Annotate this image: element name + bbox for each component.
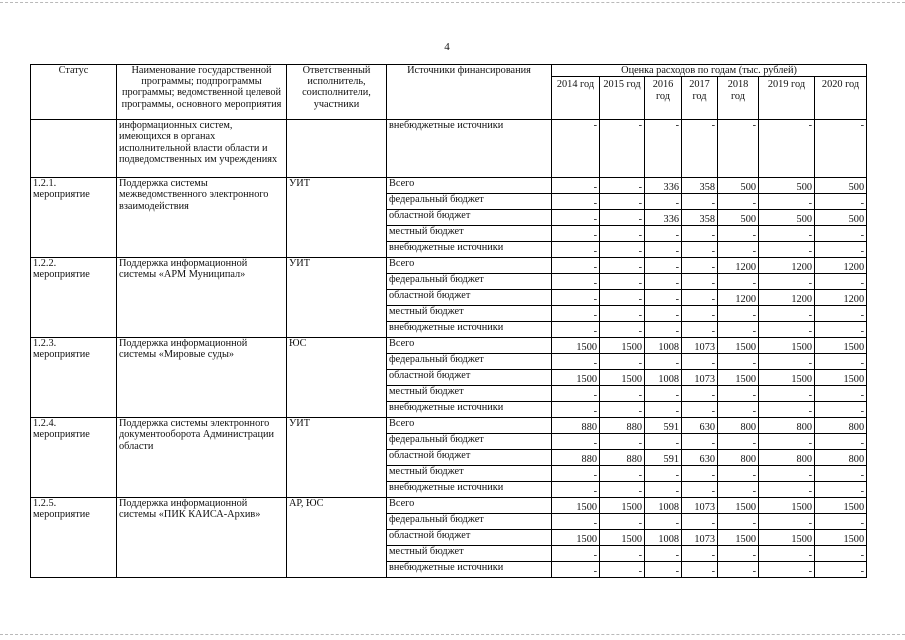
value-cell: - (600, 514, 645, 530)
value-cell: - (759, 226, 815, 242)
funding-source: федеральный бюджет (387, 514, 552, 530)
value-cell: - (682, 546, 718, 562)
value-cell: - (815, 546, 867, 562)
value-cell: - (759, 546, 815, 562)
value-cell: - (815, 466, 867, 482)
value-cell: 630 (682, 450, 718, 466)
value-cell: 1500 (718, 498, 759, 514)
value-cell: - (682, 120, 718, 178)
header-name: Наименование государственной программы; подпрограммы программы; ведомственной целевой программы, основного мероприятия (117, 65, 287, 120)
header-sources: Источники финансирования (387, 65, 552, 120)
table-row (31, 258, 867, 274)
value-cell: - (645, 290, 682, 306)
value-cell: - (759, 274, 815, 290)
value-cell: - (600, 210, 645, 226)
value-cell: - (815, 242, 867, 258)
header-year: 2019 год (759, 77, 815, 120)
value-cell: - (759, 434, 815, 450)
value-cell: - (600, 562, 645, 578)
value-cell: - (600, 194, 645, 210)
funding-source: местный бюджет (387, 386, 552, 402)
value-cell: - (718, 402, 759, 418)
value-cell: - (552, 514, 600, 530)
value-cell: - (815, 562, 867, 578)
value-cell: - (600, 386, 645, 402)
funding-source: областной бюджет (387, 530, 552, 546)
continuation-status (31, 120, 117, 178)
value-cell: - (759, 120, 815, 178)
value-cell: 1073 (682, 498, 718, 514)
value-cell: - (552, 210, 600, 226)
value-cell: 1200 (718, 258, 759, 274)
value-cell: - (815, 514, 867, 530)
value-cell: - (645, 562, 682, 578)
value-cell: - (600, 258, 645, 274)
value-cell: - (600, 322, 645, 338)
funding-source: местный бюджет (387, 546, 552, 562)
value-cell: - (552, 290, 600, 306)
value-cell: 880 (600, 418, 645, 434)
value-cell: - (759, 306, 815, 322)
value-cell: 1200 (718, 290, 759, 306)
value-cell: - (718, 354, 759, 370)
value-cell: 500 (759, 178, 815, 194)
activity-name: Поддержка информационной системы «Мировые суды» (117, 338, 287, 418)
value-cell: 336 (645, 178, 682, 194)
value-cell: 1500 (759, 498, 815, 514)
value-cell: - (682, 306, 718, 322)
value-cell: - (645, 322, 682, 338)
value-cell: - (645, 120, 682, 178)
funding-source: внебюджетные источники (387, 322, 552, 338)
value-cell: 336 (645, 210, 682, 226)
value-cell: - (645, 306, 682, 322)
value-cell: 1500 (759, 338, 815, 354)
activity-status: 1.2.1. мероприятие (31, 178, 117, 258)
value-cell: - (645, 402, 682, 418)
value-cell: 1073 (682, 530, 718, 546)
value-cell: - (682, 402, 718, 418)
value-cell: 1500 (718, 530, 759, 546)
value-cell: - (600, 274, 645, 290)
value-cell: - (718, 274, 759, 290)
funding-source: внебюджетные источники (387, 402, 552, 418)
value-cell: - (682, 242, 718, 258)
value-cell: - (718, 322, 759, 338)
value-cell: 1008 (645, 498, 682, 514)
activity-status: 1.2.3. мероприятие (31, 338, 117, 418)
funding-source: областной бюджет (387, 370, 552, 386)
value-cell: - (552, 242, 600, 258)
value-cell: 630 (682, 418, 718, 434)
value-cell: - (718, 242, 759, 258)
value-cell: - (552, 258, 600, 274)
value-cell: - (552, 194, 600, 210)
value-cell: 1500 (815, 530, 867, 546)
value-cell: 591 (645, 418, 682, 434)
value-cell: - (552, 226, 600, 242)
activity-status: 1.2.4. мероприятие (31, 418, 117, 498)
funding-source: Всего (387, 178, 552, 194)
value-cell: - (682, 322, 718, 338)
funding-source: федеральный бюджет (387, 354, 552, 370)
funding-source: федеральный бюджет (387, 274, 552, 290)
value-cell: 1073 (682, 338, 718, 354)
value-cell: - (759, 402, 815, 418)
value-cell: 800 (759, 450, 815, 466)
value-cell: - (682, 466, 718, 482)
value-cell: - (718, 434, 759, 450)
value-cell: 500 (718, 210, 759, 226)
header-row (31, 65, 867, 77)
continuation-source: внебюджетные источники (387, 120, 552, 178)
value-cell: - (600, 306, 645, 322)
value-cell: - (682, 482, 718, 498)
value-cell: 1500 (815, 370, 867, 386)
value-cell: 500 (815, 210, 867, 226)
header-status: Статус (31, 65, 117, 120)
funding-source: Всего (387, 258, 552, 274)
activity-responsible: ЮС (287, 338, 387, 418)
value-cell: - (552, 546, 600, 562)
activity-name: Поддержка информационной системы «АРМ Муниципал» (117, 258, 287, 338)
value-cell: 880 (600, 450, 645, 466)
activity-status: 1.2.2. мероприятие (31, 258, 117, 338)
activity-responsible: УИТ (287, 418, 387, 498)
activity-responsible: УИТ (287, 258, 387, 338)
value-cell: - (815, 194, 867, 210)
value-cell: 1500 (552, 530, 600, 546)
value-cell: - (815, 306, 867, 322)
value-cell: - (759, 514, 815, 530)
value-cell: - (718, 514, 759, 530)
value-cell: - (645, 466, 682, 482)
value-cell: - (718, 194, 759, 210)
value-cell: 1500 (718, 370, 759, 386)
continuation-name: информационных систем, имеющихся в органах исполнительной власти области и подведомственных им учреждениях (117, 120, 287, 178)
activity-name: Поддержка системы межведомственного электронного взаимодействия (117, 178, 287, 258)
value-cell: 800 (815, 450, 867, 466)
value-cell: 800 (759, 418, 815, 434)
value-cell: - (682, 290, 718, 306)
value-cell: - (552, 434, 600, 450)
value-cell: 1073 (682, 370, 718, 386)
value-cell: 1008 (645, 530, 682, 546)
funding-source: внебюджетные источники (387, 242, 552, 258)
value-cell: - (815, 226, 867, 242)
continuation-responsible (287, 120, 387, 178)
funding-source: федеральный бюджет (387, 194, 552, 210)
value-cell: - (682, 354, 718, 370)
value-cell: 500 (718, 178, 759, 194)
value-cell: - (718, 466, 759, 482)
value-cell: 1500 (600, 370, 645, 386)
value-cell: - (718, 482, 759, 498)
value-cell: - (645, 434, 682, 450)
value-cell: 1500 (815, 498, 867, 514)
value-cell: - (815, 354, 867, 370)
value-cell: 500 (815, 178, 867, 194)
value-cell: - (600, 546, 645, 562)
value-cell: 591 (645, 450, 682, 466)
funding-source: областной бюджет (387, 290, 552, 306)
value-cell: 880 (552, 450, 600, 466)
value-cell: - (552, 120, 600, 178)
value-cell: - (759, 322, 815, 338)
value-cell: - (718, 120, 759, 178)
value-cell: - (815, 482, 867, 498)
activity-name: Поддержка информационной системы «ПИК КАИСА-Архив» (117, 498, 287, 578)
value-cell: - (815, 434, 867, 450)
funding-source: Всего (387, 338, 552, 354)
funding-source: Всего (387, 498, 552, 514)
value-cell: - (552, 466, 600, 482)
value-cell: - (600, 178, 645, 194)
activity-responsible: АР, ЮС (287, 498, 387, 578)
value-cell: - (552, 386, 600, 402)
page-edge-top (0, 2, 905, 3)
value-cell: 1500 (552, 370, 600, 386)
value-cell: - (682, 562, 718, 578)
value-cell: 880 (552, 418, 600, 434)
funding-source: внебюджетные источники (387, 482, 552, 498)
value-cell: - (552, 402, 600, 418)
value-cell: 1500 (600, 498, 645, 514)
value-cell: - (552, 562, 600, 578)
value-cell: 1008 (645, 338, 682, 354)
value-cell: 1200 (815, 290, 867, 306)
value-cell: 800 (815, 418, 867, 434)
value-cell: - (682, 274, 718, 290)
value-cell: - (815, 120, 867, 178)
page-number: 4 (444, 41, 450, 53)
header-responsible: Ответственный исполнитель, соисполнители, участники (287, 65, 387, 120)
funding-source: областной бюджет (387, 450, 552, 466)
funding-source: местный бюджет (387, 226, 552, 242)
value-cell: - (552, 322, 600, 338)
table-row (31, 498, 867, 514)
value-cell: 1500 (815, 338, 867, 354)
value-cell: - (759, 386, 815, 402)
activity-responsible: УИТ (287, 178, 387, 258)
funding-source: местный бюджет (387, 306, 552, 322)
value-cell: - (645, 226, 682, 242)
value-cell: - (600, 242, 645, 258)
value-cell: - (645, 258, 682, 274)
value-cell: - (600, 290, 645, 306)
value-cell: - (645, 514, 682, 530)
funding-source: внебюджетные источники (387, 562, 552, 578)
value-cell: - (718, 226, 759, 242)
value-cell: 358 (682, 178, 718, 194)
page-edge-bottom (0, 634, 905, 635)
value-cell: - (759, 482, 815, 498)
value-cell: - (815, 386, 867, 402)
funding-source: Всего (387, 418, 552, 434)
value-cell: - (759, 194, 815, 210)
value-cell: 1500 (759, 370, 815, 386)
value-cell: - (759, 354, 815, 370)
value-cell: - (645, 274, 682, 290)
value-cell: - (600, 226, 645, 242)
value-cell: - (645, 242, 682, 258)
table-row (31, 178, 867, 194)
value-cell: - (682, 194, 718, 210)
value-cell: - (718, 386, 759, 402)
value-cell: - (682, 226, 718, 242)
value-cell: - (759, 466, 815, 482)
value-cell: - (682, 434, 718, 450)
value-cell: 1200 (815, 258, 867, 274)
value-cell: - (645, 354, 682, 370)
value-cell: - (718, 562, 759, 578)
value-cell: 358 (682, 210, 718, 226)
value-cell: - (759, 562, 815, 578)
value-cell: 800 (718, 450, 759, 466)
value-cell: 1200 (759, 258, 815, 274)
value-cell: - (552, 354, 600, 370)
value-cell: - (552, 482, 600, 498)
value-cell: - (718, 546, 759, 562)
funding-source: местный бюджет (387, 466, 552, 482)
header-year: 2017 год (682, 77, 718, 120)
value-cell: - (645, 482, 682, 498)
value-cell: - (815, 274, 867, 290)
value-cell: 800 (718, 418, 759, 434)
table-row (31, 418, 867, 434)
activity-name: Поддержка системы электронного документооборота Администрации области (117, 418, 287, 498)
value-cell: - (759, 242, 815, 258)
value-cell: - (645, 546, 682, 562)
value-cell: - (600, 402, 645, 418)
header-estimate: Оценка расходов по годам (тыс. рублей) (552, 65, 867, 77)
value-cell: - (682, 258, 718, 274)
header-year: 2015 год (600, 77, 645, 120)
budget-table (30, 64, 867, 578)
value-cell: - (552, 274, 600, 290)
value-cell: - (682, 386, 718, 402)
value-cell: - (718, 306, 759, 322)
value-cell: 1500 (552, 498, 600, 514)
header-year: 2016 год (645, 77, 682, 120)
value-cell: 1008 (645, 370, 682, 386)
value-cell: - (682, 514, 718, 530)
value-cell: - (552, 306, 600, 322)
value-cell: - (600, 434, 645, 450)
value-cell: 1500 (600, 530, 645, 546)
value-cell: 1500 (552, 338, 600, 354)
header-year: 2014 год (552, 77, 600, 120)
funding-source: федеральный бюджет (387, 434, 552, 450)
value-cell: 500 (759, 210, 815, 226)
value-cell: 1500 (600, 338, 645, 354)
value-cell: - (600, 354, 645, 370)
value-cell: - (645, 386, 682, 402)
value-cell: 1500 (759, 530, 815, 546)
continuation-row (31, 120, 867, 178)
funding-source: областной бюджет (387, 210, 552, 226)
value-cell: 1500 (718, 338, 759, 354)
value-cell: - (600, 120, 645, 178)
value-cell: - (552, 178, 600, 194)
value-cell: - (645, 194, 682, 210)
header-year: 2020 год (815, 77, 867, 120)
value-cell: - (600, 466, 645, 482)
value-cell: - (815, 402, 867, 418)
activity-status: 1.2.5. мероприятие (31, 498, 117, 578)
value-cell: - (815, 322, 867, 338)
value-cell: - (600, 482, 645, 498)
table-row (31, 338, 867, 354)
header-year: 2018 год (718, 77, 759, 120)
value-cell: 1200 (759, 290, 815, 306)
